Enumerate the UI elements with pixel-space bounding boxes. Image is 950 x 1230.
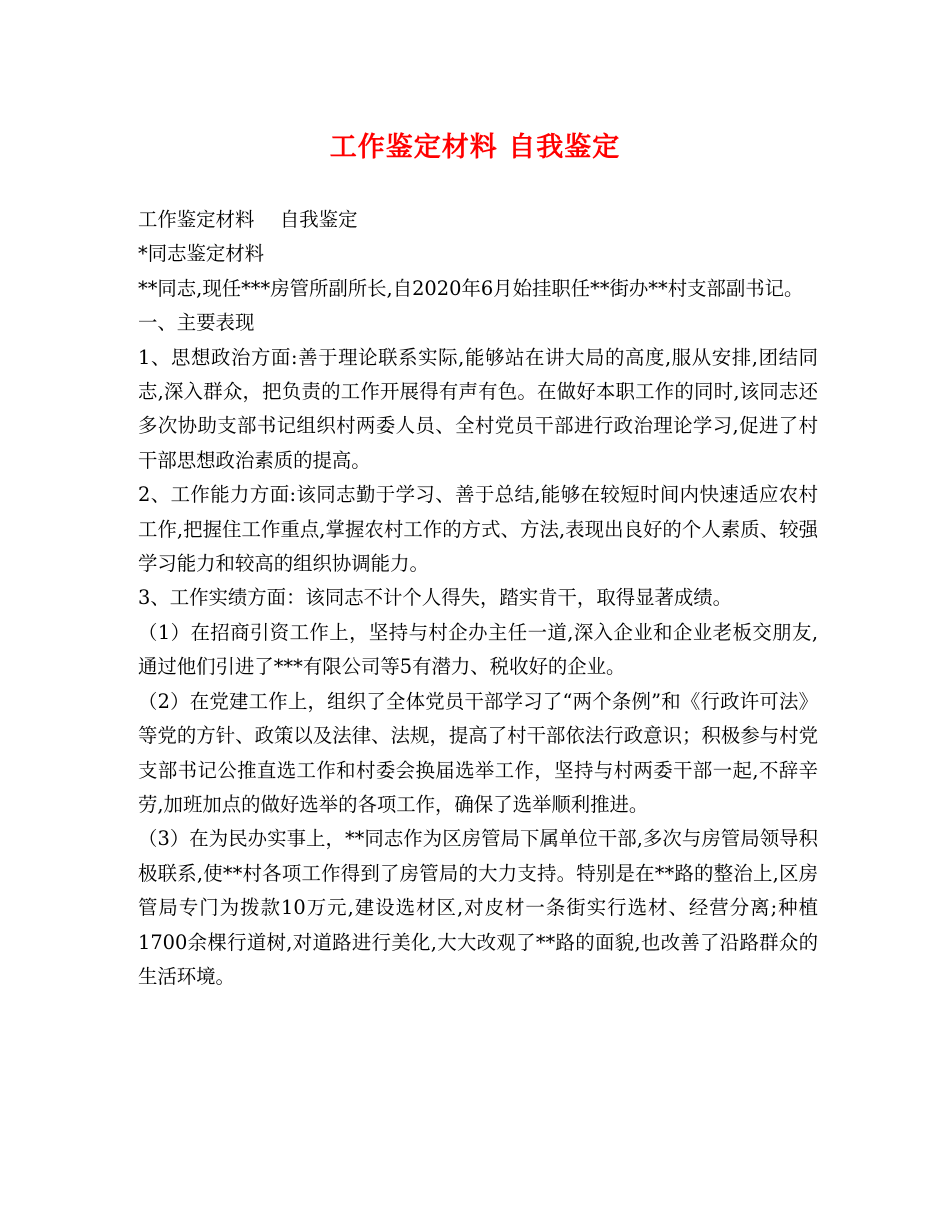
paragraph-investment: （1）在招商引资工作上，坚持与村企办主任一道,深入企业和企业老板交朋友,通过他们引进了***有限公司等5有潜力、税收好的企业。 [138,620,818,679]
section-heading-main-performance: 一、主要表现 [138,311,255,335]
document-title: 工作鉴定材料 自我鉴定 [329,132,621,163]
paragraph-achievements: 3、工作实绩方面：该同志不计个人得失，踏实肯干，取得显著成绩。 [138,586,733,610]
paragraph-intro: **同志,现任***房管所副所长,自2020年6月始挂职任**街办**村支部副书记。 [138,276,804,300]
paragraph-public-service: （3）在为民办实事上，**同志作为区房管局下属单位干部,多次与房管局领导积极联系,使**村各项工作得到了房管局的大力支持。特别是在**路的整治上,区房管局专门为拨款10万元,建设选材区,对皮材一条街实行选材、经营分离;种植1700余棵行道树,对道路进行美化,大大改观了**路的面貌,也改善了沿路群众的生活环境。 [138,827,818,988]
paragraph-political: 1、思想政治方面:善于理论联系实际,能够站在讲大局的高度,服从安排,团结同志,深入群众，把负责的工作开展得有声有色。在做好本职工作的同时,该同志还多次协助支部书记组织村两委人员、全村党员干部进行政治理论学习,促进了村干部思想政治素质的提高。 [138,345,818,472]
paragraph-party-building: （2）在党建工作上，组织了全体党员干部学习了“两个条例”和《行政许可法》等党的方针、政策以及法律、法规，提高了村干部依法行政意识；积极参与村党支部书记公推直选工作和村委会换届选举工作，坚持与村两委干部一起,不辞辛劳,加班加点的做好选举的各项工作，确保了选举顺利推进。 [138,689,818,816]
paragraph-ability: 2、工作能力方面:该同志勤于学习、善于总结,能够在较短时间内快速适应农村工作,把握住工作重点,掌握农村工作的方式、方法,表现出良好的个人素质、较强学习能力和较高的组织协调能力。 [138,483,818,576]
paragraph-subheading: *同志鉴定材料 [138,242,265,266]
document-body [138,203,818,994]
paragraph-heading: 工作鉴定材料 自我鉴定 [138,208,358,231]
